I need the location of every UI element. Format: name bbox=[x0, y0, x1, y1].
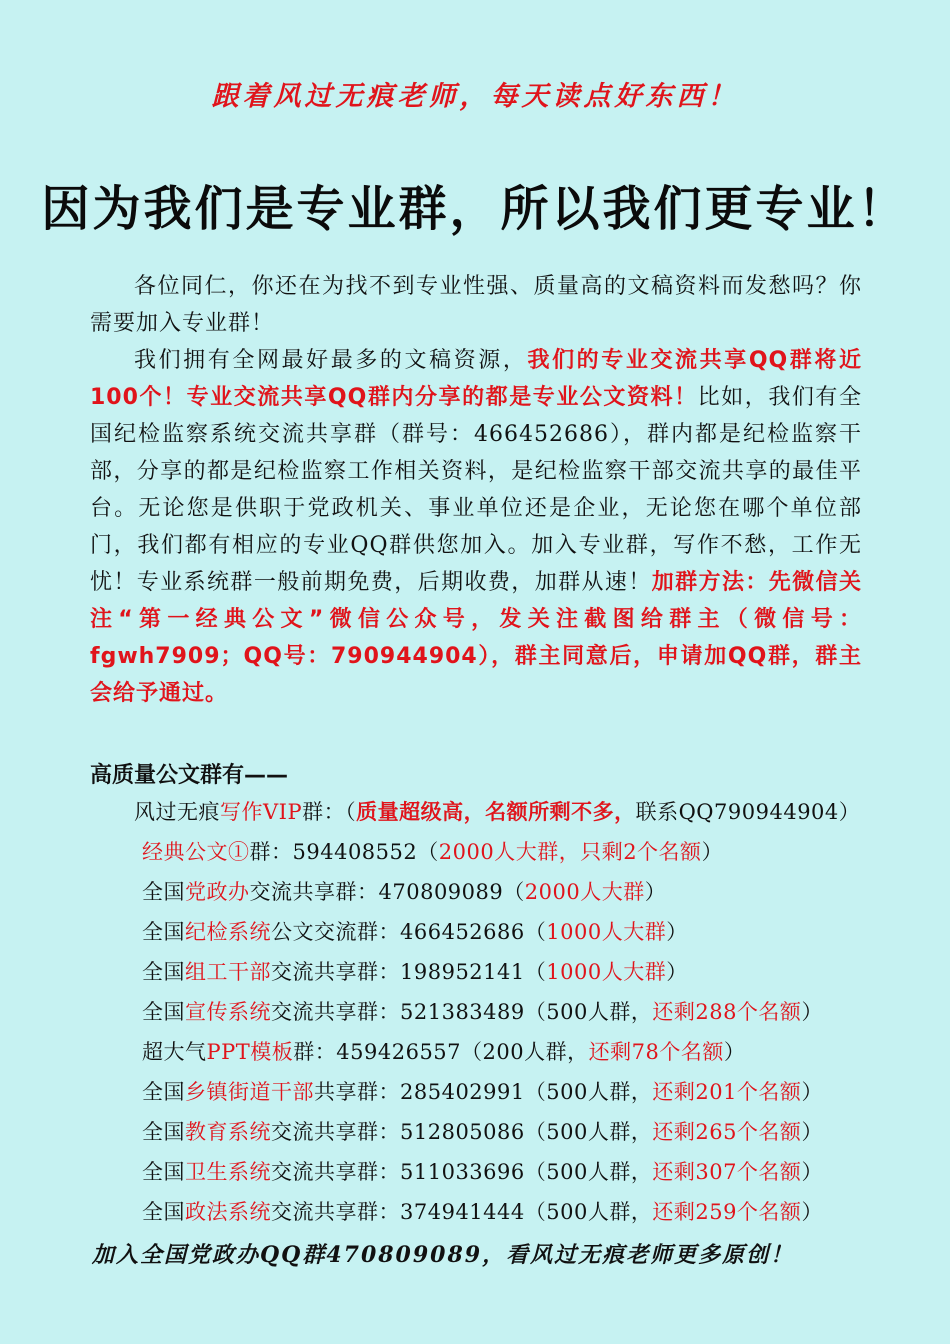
group-row bbox=[134, 832, 874, 872]
group-row bbox=[134, 872, 874, 912]
group-category: PPT模板 bbox=[206, 1040, 294, 1064]
group-category: 卫生系统 bbox=[185, 1160, 271, 1184]
intro-paragraph-1: 各位同仁，你还在为找不到专业性强、质量高的文稿资料而发愁吗？你需要加入专业群！ bbox=[90, 274, 862, 336]
group-tail: ） bbox=[801, 1200, 823, 1224]
join-method: 加群方法：先微信关注“第一经典公文”微信公众号，发关注截图给群主（微信号：fgwh7909；QQ号：790944904），群主同意后，申请加QQ群，群主会给予通过。 bbox=[90, 570, 862, 706]
group-prefix: 全国 bbox=[142, 1120, 185, 1144]
group-tail: ） bbox=[666, 920, 688, 944]
group-info: 群：594408552（ bbox=[249, 840, 439, 864]
group-category: 纪检系统 bbox=[185, 920, 271, 944]
group-prefix: 全国 bbox=[142, 920, 185, 944]
group-prefix: 全国 bbox=[142, 1160, 185, 1184]
group-row bbox=[134, 792, 874, 832]
headline: 因为我们是专业群，所以我们更专业！ bbox=[41, 181, 909, 237]
group-category: 政法系统 bbox=[185, 1200, 271, 1224]
group-tail: ） bbox=[801, 1080, 823, 1104]
group-info: 交流共享群：374941444（500人群， bbox=[271, 1200, 653, 1224]
group-prefix: 全国 bbox=[142, 1080, 185, 1104]
group-tail: ） bbox=[644, 880, 667, 904]
group-category: 组工干部 bbox=[185, 960, 271, 984]
group-note: 还剩307个名额 bbox=[652, 1160, 802, 1184]
group-tail: ） bbox=[801, 1000, 823, 1024]
group-note: 2000人大群 bbox=[524, 880, 645, 904]
group-info: 群：（ bbox=[302, 800, 357, 824]
group-note: 还剩201个名额 bbox=[652, 1080, 802, 1104]
group-category: 乡镇街道干部 bbox=[185, 1080, 314, 1104]
group-prefix: 风过无痕 bbox=[134, 800, 220, 824]
group-row bbox=[134, 912, 874, 952]
group-prefix: 超大气 bbox=[142, 1040, 207, 1064]
group-category: 党政办 bbox=[185, 880, 250, 904]
group-prefix: 全国 bbox=[142, 960, 185, 984]
group-category: 经典公文① bbox=[142, 840, 250, 864]
group-list bbox=[134, 792, 874, 1232]
group-row bbox=[134, 952, 874, 992]
group-row bbox=[134, 1112, 874, 1152]
group-info: 共享群：285402991（500人群， bbox=[314, 1080, 653, 1104]
group-note: 还剩259个名额 bbox=[652, 1200, 802, 1224]
group-note: 还剩288个名额 bbox=[652, 1000, 802, 1024]
group-tail: ） bbox=[801, 1160, 823, 1184]
intro-text bbox=[90, 268, 862, 712]
group-tail: ） bbox=[666, 960, 688, 984]
group-category: 宣传系统 bbox=[185, 1000, 271, 1024]
group-note: 质量超级高，名额所剩不多， bbox=[356, 799, 636, 824]
intro-p2-body: 比如，我们有全国纪检监察系统交流共享群（群号：466452686），群内都是纪检监察干部，分享的都是纪检监察工作相关资料，是纪检监察干部交流共享的最佳平台。无论您是供职于党政机关、事业单位还是企业，无论您在哪个单位部门，我们都有相应的专业QQ群供您加入。加入专业群，写作不愁，工作无忧！专业系统群一般前期免费，后期收费，加群从速！ bbox=[90, 385, 862, 595]
group-tail: 联系QQ790944904） bbox=[635, 800, 861, 824]
group-note: 还剩265个名额 bbox=[652, 1120, 802, 1144]
intro-p2-lead: 我们拥有全网最好最多的文稿资源， bbox=[134, 348, 528, 373]
group-info: 交流共享群：521383489（500人群， bbox=[271, 1000, 653, 1024]
group-tail: ） bbox=[723, 1040, 746, 1064]
group-note: 还剩78个名额 bbox=[588, 1040, 724, 1064]
group-info: 交流共享群：511033696（500人群， bbox=[271, 1160, 653, 1184]
group-prefix: 全国 bbox=[142, 880, 185, 904]
group-note: 1000人大群 bbox=[546, 920, 667, 944]
intro-paragraph-2 bbox=[90, 342, 862, 712]
group-tail: ） bbox=[701, 840, 724, 864]
group-info: 交流共享群：512805086（500人群， bbox=[271, 1120, 653, 1144]
group-row bbox=[134, 1152, 874, 1192]
group-note: 1000人大群 bbox=[546, 960, 667, 984]
group-info: 群：459426557（200人群， bbox=[293, 1040, 589, 1064]
group-category: 写作VIP bbox=[220, 800, 303, 824]
group-row bbox=[134, 992, 874, 1032]
tagline: 跟着风过无痕老师，每天读点好东西！ bbox=[211, 81, 739, 112]
group-info: 公文交流群：466452686（ bbox=[271, 920, 547, 944]
group-note: 2000人大群，只剩2个名额 bbox=[438, 840, 702, 864]
group-category: 教育系统 bbox=[185, 1120, 271, 1144]
section-title: 高质量公文群有—— bbox=[90, 763, 289, 788]
group-prefix: 全国 bbox=[142, 1000, 185, 1024]
group-row bbox=[134, 1072, 874, 1112]
group-row bbox=[134, 1192, 874, 1232]
footer-note: 加入全国党政办QQ群470809089，看风过无痕老师更多原创！ bbox=[92, 1242, 795, 1268]
group-info: 交流共享群：470809089（ bbox=[249, 880, 525, 904]
group-tail: ） bbox=[801, 1120, 823, 1144]
group-info: 交流共享群：198952141（ bbox=[271, 960, 547, 984]
group-row bbox=[134, 1032, 874, 1072]
intro-p2-highlight: 我们的专业交流共享QQ群将近100个！专业交流共享QQ群内分享的都是专业公文资料！ bbox=[90, 348, 862, 410]
group-prefix: 全国 bbox=[142, 1200, 185, 1224]
